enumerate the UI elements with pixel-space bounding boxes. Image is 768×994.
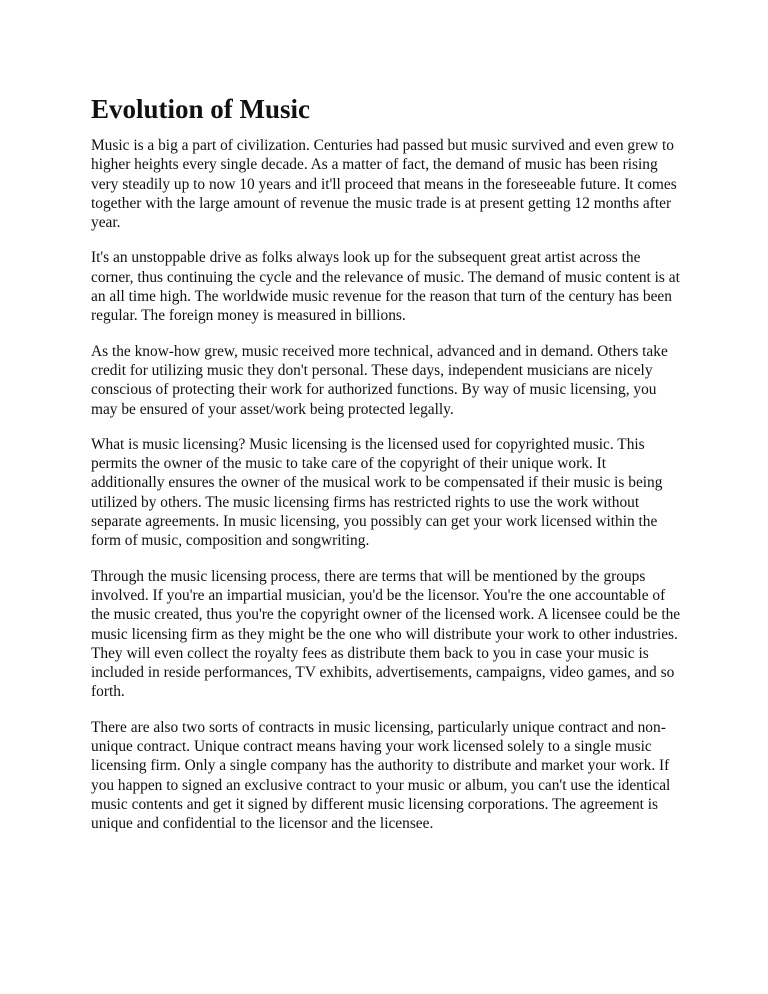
paragraph: What is music licensing? Music licensing is the licensed used for copyrighted music. This permits the owner of the music to take care of the copyright of their unique work. It additionally ensures the owner of the musical work to be compensated if their music is being utilized by others. The music licensing firms has restricted rights to use the work without separate agreements. In music licensing, you possibly can get your work licensed within the form of music, composition and songwriting. — [91, 435, 663, 550]
paragraph: As the know-how grew, music received more technical, advanced and in demand. Others take credit for utilizing music they don't personal. These days, independent musicians are nicely conscious of protecting their work for authorized functions. By way of music licensing, you may be ensured of your asset/work being protected legally. — [91, 342, 668, 418]
paragraph: Through the music licensing process, there are terms that will be mentioned by the groups involved. If you're an impartial musician, you'd be the licensor. You're the one accountable of the music created, thus you're the copyright owner of the licensed work. A licensee could be the music licensing firm as they might be the one who will distribute your work to other industries. They will even collect the royalty fees as distribute them back to you in case your music is included in reside performances, TV exhibits, advertisements, campaigns, video games, and so forth. — [91, 567, 681, 701]
paragraph: Music is a big a part of civilization. Centuries had passed but music survived and even grew to higher heights every single decade. As a matter of fact, the demand of music has been rising very steadily up to now 10 years and it'll proceed that means in the foreseeable future. It comes together with the large amount of revenue the music trade is at present getting 12 months after year. — [91, 137, 677, 232]
paragraph: There are also two sorts of contracts in music licensing, particularly unique contract and non-unique contract. Unique contract means having your work licensed solely to a single music licensing firm. Only a single company has the authority to distribute and market your work. If you happen to signed an exclusive contract to your music or album, you can't use the identical music contents and get it signed by different music licensing corporations. The agreement is unique and confidential to the licensor and the licensee. — [91, 718, 671, 833]
paragraph: It's an unstoppable drive as folks always look up for the subsequent great artist across the corner, thus continuing the cycle and the relevance of music. The demand of music content is at an all time high. The worldwide music revenue for the reason that turn of the century has been regular. The foreign money is measured in billions. — [91, 249, 680, 325]
page-title: Evolution of Music — [91, 94, 311, 124]
document-body — [91, 92, 681, 850]
